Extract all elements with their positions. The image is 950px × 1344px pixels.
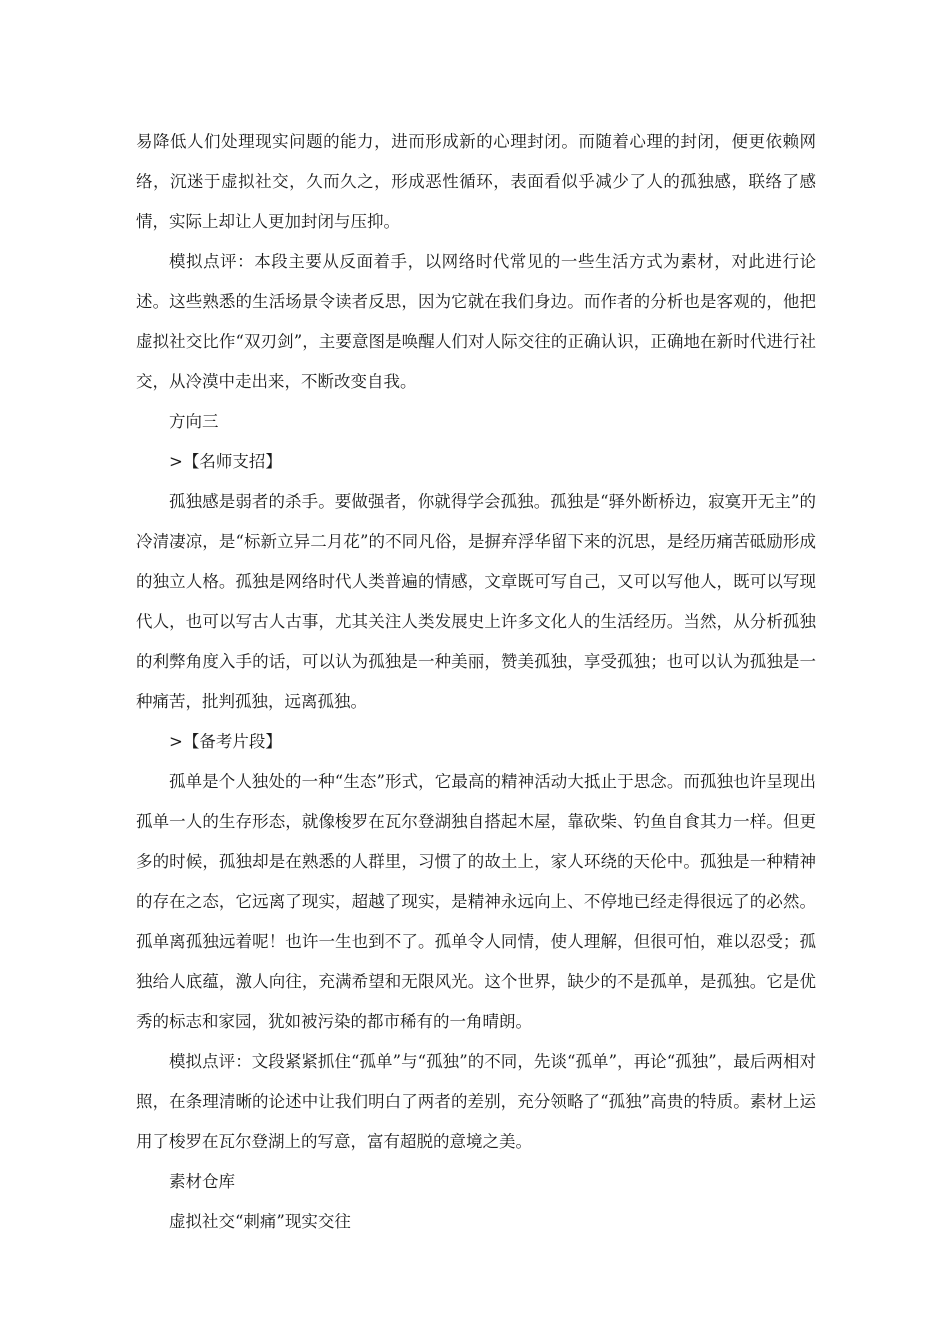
paragraph-tips: 孤独感是弱者的杀手。要做强者，你就得学会孤独。孤独是“驿外断桥边，寂寞开无主”的冷清凄凉，是“标新立异二月花”的不同凡俗，是摒弃浮华留下来的沉思，是经历痛苦砥励形成的独立人格。孤独是网络时代人类普遍的情感，文章既可写自己，又可以写他人，既可以写现代人，也可以写古人古事，尤其关注人类发展史上许多文化人的生活经历。当然，从分析孤独的利弊角度入手的话，可以认为孤独是一种美丽，赞美孤独，享受孤独；也可以认为孤独是一种痛苦，批判孤独，远离孤独。: [136, 492, 816, 711]
paragraph-excerpt: 孤单是个人独处的一种“生态”形式，它最高的精神活动大抵止于思念。而孤独也许呈现出孤单一人的生存形态，就像梭罗在瓦尔登湖独自搭起木屋，靠砍柴、钓鱼自食其力一样。但更多的时候，孤独却是在熟悉的人群里，习惯了的故土上，家人环绕的天伦中。孤独是一种精神的存在之态，它远离了现实，超越了现实，是精神永远向上、不停地已经走得很远了的必然。孤单离孤独远着呢！也许一生也到不了。孤单令人同情，使人理解，但很可怕，难以忍受；孤独给人底蕴，激人向往，充满希望和无限风光。这个世界，缺少的不是孤单，是孤独。它是优秀的标志和家园，犹如被污染的都市稀有的一角晴朗。: [136, 772, 816, 1031]
document-body: [136, 122, 816, 1242]
paragraph-continued: 易降低人们处理现实问题的能力，进而形成新的心理封闭。而随着心理的封闭，便更依赖网络，沉迷于虚拟社交，久而久之，形成恶性循环，表面看似乎减少了人的孤独感，联络了感情，实际上却让人更加封闭与压抑。: [136, 132, 816, 231]
section-heading-material: 素材仓库: [169, 1172, 235, 1191]
material-title: 虚拟社交“刺痛”现实交往: [169, 1212, 351, 1231]
subheading-teacher-tips: >【名师支招】: [169, 452, 282, 471]
subheading-exam-excerpt: >【备考片段】: [169, 732, 282, 751]
section-heading-direction-3: 方向三: [169, 412, 219, 431]
paragraph-comment-2: 模拟点评：文段紧紧抓住“孤单”与“孤独”的不同，先谈“孤单”，再论“孤独”，最后两相对照，在条理清晰的论述中让我们明白了两者的差别，充分领略了“孤独”高贵的特质。素材上运用了梭罗在瓦尔登湖上的写意，富有超脱的意境之美。: [136, 1052, 816, 1151]
paragraph-comment-1: 模拟点评：本段主要从反面着手，以网络时代常见的一些生活方式为素材，对此进行论述。这些熟悉的生活场景令读者反思，因为它就在我们身边。而作者的分析也是客观的，他把虚拟社交比作“双刃剑”，主要意图是唤醒人们对人际交往的正确认识，正确地在新时代进行社交，从冷漠中走出来，不断改变自我。: [136, 252, 816, 391]
